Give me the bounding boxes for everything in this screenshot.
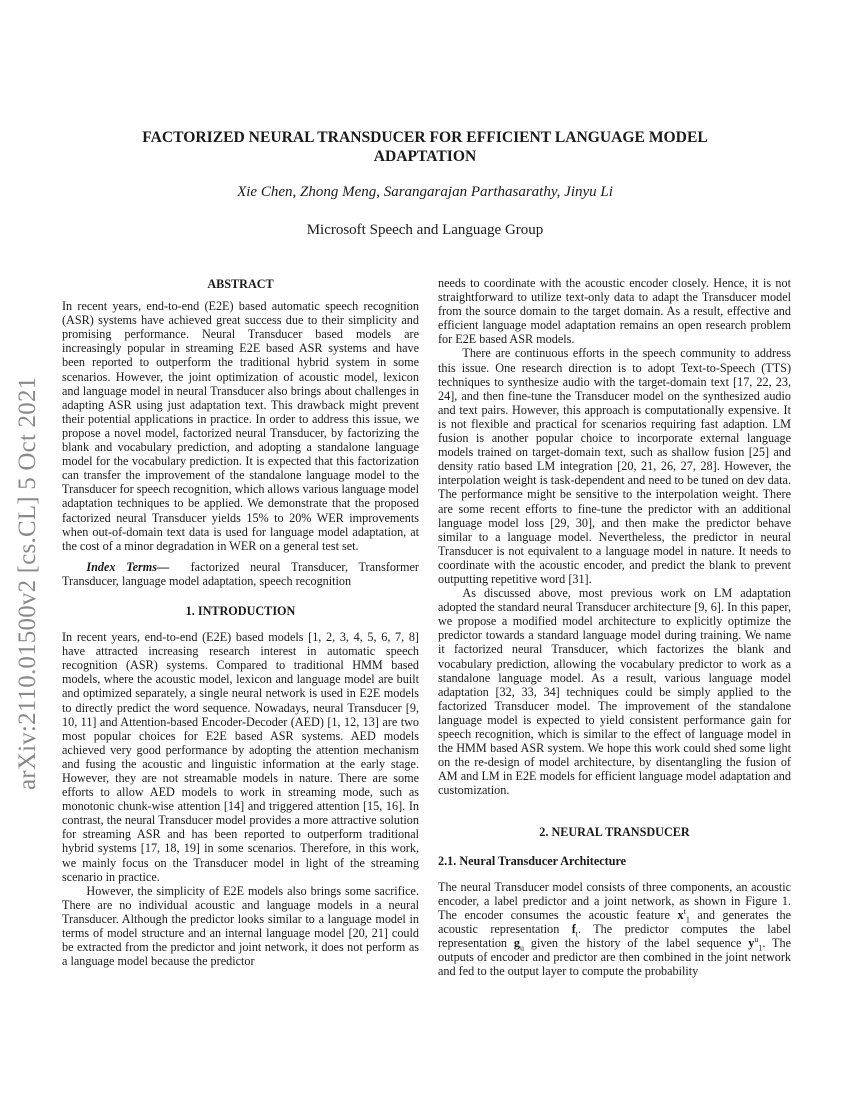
math-y: y xyxy=(748,936,755,951)
math-x: x xyxy=(677,907,684,922)
paper-affiliation: Microsoft Speech and Language Group xyxy=(306,222,544,238)
section2-paragraph-1 xyxy=(438,880,791,979)
math-g-sub: u xyxy=(520,943,525,953)
math-y-sup: u xyxy=(754,934,759,944)
text-segment: given the history of the label sequence xyxy=(524,936,749,951)
intro-paragraph-1: In recent years, end-to-end (E2E) based models [1, 2, 3, 4, 5, 6, 7, 8] have attracted increasing research interest in automatic speech recognition (ASR) systems. Compared to traditional HMM based models, where the acoustic model, lexicon and language model are built and optimized separately, a single neural network is used in E2E models to directly predict the word sequence. Nowadays, neural Transducer [9, 10, 11] and Attention-based Encoder-Decoder (AED) [1, 12, 13] are two most popular choices for E2E based ASR systems. AED models achieved very good performance by adopting the attention mechanism and fusing the acoustic and linguistic information at the early stage. However, they are not streamable models in nature. There are some efforts to allow AED models to work in streaming mode, such as monotonic chunk-wise attention [14] and triggered attention [15, 16]. In contrast, the neural Transducer model provides a more attractive solution for streaming ASR and has been reported to outperform traditional hybrid systems [17, 18, 19] in some scenarios. Therefore, in this work, we mainly focus on the Transducer model in light of the streaming scenario in practice. xyxy=(62,630,419,884)
section-heading-introduction: 1. INTRODUCTION xyxy=(185,603,296,618)
text-segment: and generates the acoustic representation xyxy=(438,907,792,936)
math-y-sub: 1 xyxy=(758,943,763,953)
math-x-sub: 1 xyxy=(685,915,690,925)
index-terms xyxy=(62,560,419,588)
subsection-heading: 2.1. Neural Transducer Architecture xyxy=(438,853,627,868)
index-terms-text: factorized neural Transducer, Transformer Transducer, language model adaptation, speech recognition xyxy=(62,559,419,588)
section-heading-neural-transducer: 2. NEURAL TRANSDUCER xyxy=(539,825,690,840)
math-f: f xyxy=(571,921,576,936)
math-x-sup: t xyxy=(683,906,686,916)
math-f-sub: t xyxy=(575,929,579,939)
intro-paragraph-2: However, the simplicity of E2E models also brings some sacrifice. There are no individual acoustic and language models in a neural Transducer. Although the predictor looks similar to a language model in terms of model structure and an internal language model [20, 21] could be extracted from the predictor and joint network, it does not perform as a language model because the predictor xyxy=(62,883,419,969)
arxiv-stamp: arXiv:2110.01500v2 [cs.CL] 5 Oct 2021 xyxy=(14,376,41,790)
left-column xyxy=(62,277,419,968)
text-segment: The neural Transducer model consists of three components, an acoustic encoder, a label predictor and a joint network, as shown in Figure 1. The encoder consumes the acoustic feature xyxy=(438,879,791,922)
intro-paragraph-3: There are continuous efforts in the speech community to address this issue. One research direction is to adopt Text-to-Speech (TTS) techniques to synthesize audio with the target-domain text [17, 22, 23, 24], and then fine-tune the Transducer model on the synthesized audio and text pairs. However, this approach is computationally expensive. It is not flexible and practical for scenarios requiring fast adaption. LM fusion is another popular choice to incorporate external language models trained on target-domain text, such as shallow fusion [25] and density ratio based LM integration [20, 21, 26, 27, 28]. However, the interpolation weight is task-dependent and need to be tuned on dev data. The performance might be sensitive to the interpolation weight. There are some recent efforts to fine-tune the predictor with an additional language model loss [29, 30], and then make the predictor behave similar to a language model. Nevertheless, the predictor in neural Transducer is not equivalent to a language model in nature. It needs to coordinate with the acoustic encoder, and predict the blank to prevent outputting repetitive word [31]. xyxy=(438,346,791,586)
math-g: g xyxy=(513,936,521,951)
abstract-heading: ABSTRACT xyxy=(207,277,274,291)
abstract-text: In recent years, end-to-end (E2E) based automatic speech recognition (ASR) systems have achieved great success due to their simplicity and promising performance. Neural Transducer based models are increasingly popular in streaming E2E based ASR systems and have been reported to outperform the traditional hybrid system in some scenarios. However, the joint optimization of acoustic model, lexicon and language model in neural Transducer also brings about challenges in adapting ASR using just adaptation text. This drawback might prevent their potential applications in practice. In order to address this issue, we propose a novel model, factorized neural Transducer, by factorizing the blank and vocabulary prediction, and adopting a standalone language model for the vocabulary prediction. It is expected that this factorization can transfer the improvement of the standalone language model to the Transducer for speech recognition, which allows various language model adaptation techniques to be applied. We demonstrate that the proposed factorized neural Transducer yields 15% to 20% WER improvements when out-of-domain text data is used for language model adaptation, at the cost of a minor degradation in WER on a general test set. xyxy=(62,299,419,553)
intro-paragraph-2-cont: needs to coordinate with the acoustic encoder closely. Hence, it is not straightforward to utilize text-only data to adapt the Transducer model from the source domain to the target domain. As a result, effective and efficient language model adaptation remains an open research problem for E2E based ASR models. xyxy=(438,276,791,347)
paper-title: FACTORIZED NEURAL TRANSDUCER FOR EFFICIENT LANGUAGE MODEL ADAPTATION xyxy=(142,129,708,165)
intro-paragraph-4: As discussed above, most previous work on LM adaptation adopted the standard neural Transducer architecture [9, 6]. In this paper, we propose a modified model architecture to explicitly optimize the predictor towards a standard language model during training. We name it factorized neural Transducer, which factorizes the blank and vocabulary prediction, allowing the vocabulary predictor to work as a standalone language model. As a result, various language model adaptation [32, 33, 34] techniques could be simply applied to the factorized Transducer model. The improvement of the standalone language model is expected to yield consistent performance gain for speech recognition, which is similar to the effect of language model in the HMM based ASR system. We hope this work could shed some light on the re-design of model architecture, by disentangling the fusion of AM and LM in E2E models for efficient language model adaptation and customization. xyxy=(438,586,791,798)
paper-authors: Xie Chen, Zhong Meng, Sarangarajan Parthasarathy, Jinyu Li xyxy=(237,184,613,200)
right-column xyxy=(438,276,791,978)
index-terms-label: Index Terms— xyxy=(86,559,170,574)
text-segment: . The outputs of encoder and predictor are then combined in the joint network and fed to the output layer to compute the probability xyxy=(438,936,791,979)
text-segment: . The predictor computes the label representation xyxy=(438,921,791,951)
